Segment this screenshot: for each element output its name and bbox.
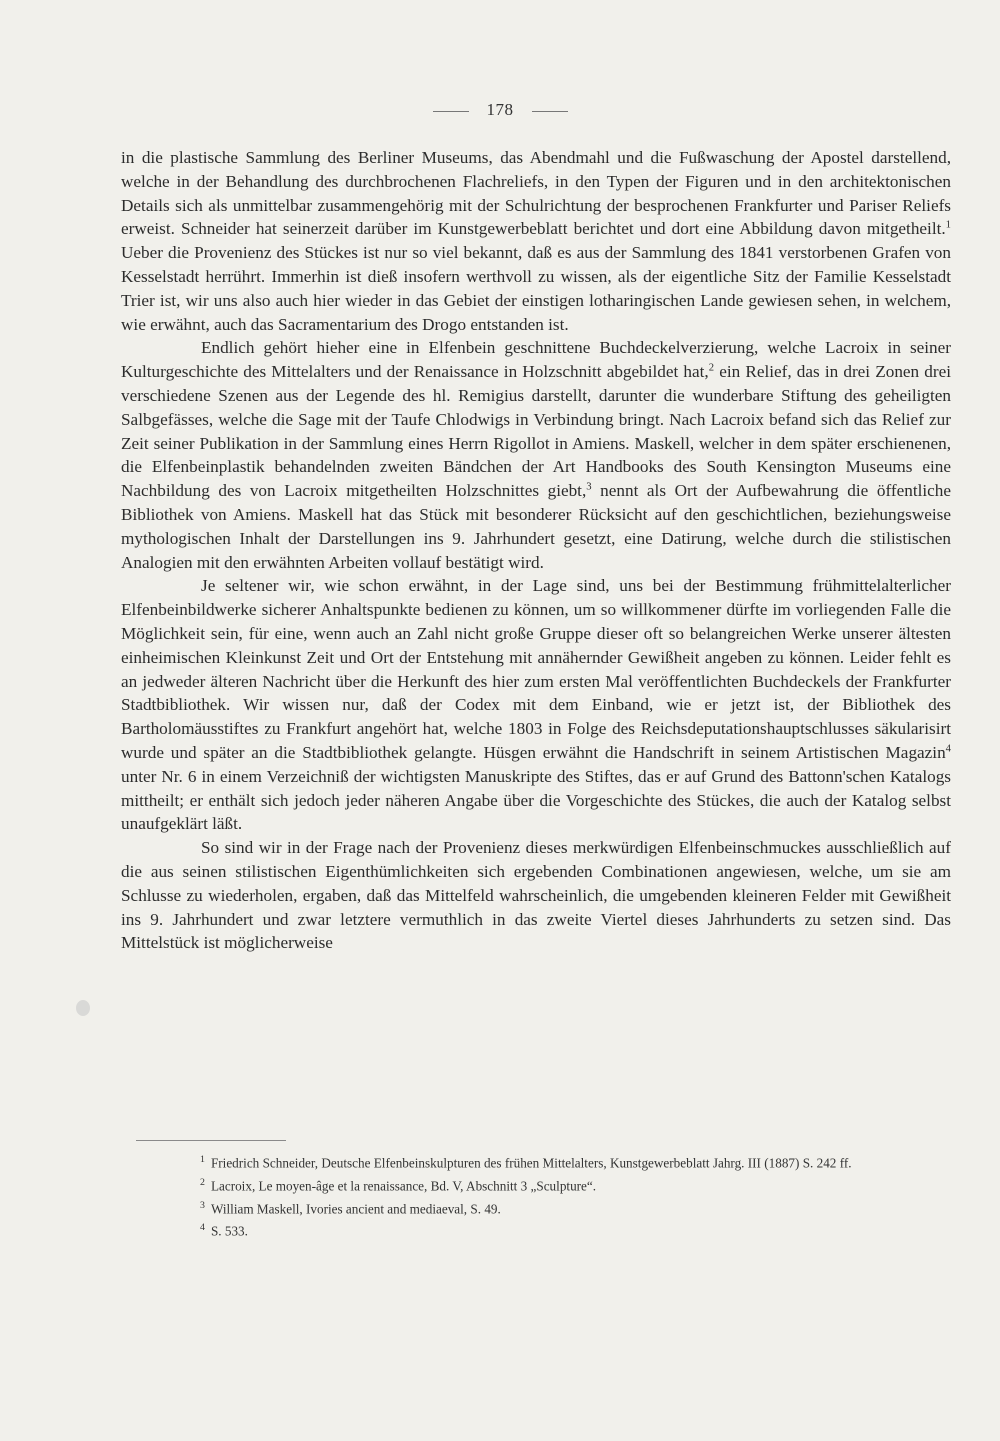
footnote-reference[interactable]: 3 — [586, 481, 592, 493]
footnote-reference[interactable]: 1 — [945, 219, 951, 231]
paragraph — [121, 836, 951, 955]
footnote-text: William Maskell, Ivories ancient and mediaeval, S. 49. — [210, 1200, 501, 1216]
paragraph — [121, 146, 951, 336]
footnote-reference[interactable]: 2 — [708, 362, 715, 374]
footnote-mark: 3 — [200, 1199, 205, 1211]
footnote-mark: 4 — [200, 1222, 205, 1234]
footnote — [130, 1150, 955, 1173]
footnote — [130, 1196, 955, 1219]
footnote — [130, 1173, 955, 1196]
footnote-text: Lacroix, Le moyen-âge et la renaissance, Bd. V, Abschnitt 3 „Sculpture“. — [210, 1178, 597, 1194]
dash-right — [532, 111, 568, 112]
paragraph-text: ein Relief, das in drei Zonen drei verschiedene Szenen aus der Legende des hl. Remigius darstellt, darunter die wunderbare Stiftung des geheiligten Salbgefässes, welche die Sage mit der Taufe Chlodwigs in Verbindung bringt. Nach Lacroix befand sich das Relief zur Zeit seiner Publikation in der Sammlung eines Herrn Rigollot in Amiens. Maskell, welcher in dem später erschienenen, die Elfenbeinplastik behandelnden zweiten Bändchen der Art Handbooks des South Kensington Museums eine Nachbildung des von Lacroix mitgetheilten Holzschnittes giebt, — [121, 362, 952, 501]
paragraph-text: So sind wir in der Frage nach der Provenienz dieses merkwürdigen Elfenbeinschmuckes ausschließlich auf die aus seinen stilistischen Eigenthümlichkeiten sich ergebenden Combinationen angewiesen, welche, um sie am Schlusse zu wiederholen, ergaben, daß das Mittelfeld wahrscheinlich, die umgebenden kleineren Felder mit Gewißheit ins 9. Jahrhundert und zwar letztere vermuthlich in das zweite Viertel dieses Jahrhunderts zu setzen sind. Das Mittelstück ist möglicherweise — [121, 838, 951, 953]
paragraph-text: Ueber die Provenienz des Stückes ist nur so viel bekannt, daß es aus der Sammlung des 1841 verstorbenen Grafen von Kesselstadt herrührt. Immerhin ist dieß insofern werthvoll zu wissen, als der eigentliche Sitz der Familie Kesselstadt Trier ist, wir uns also auch hier wieder in das Gebiet der einstigen lotharingischen Lande gewiesen sehen, in welchem, wie erwähnt, auch das Sacramentarium des Drogo entstanden ist. — [121, 243, 951, 334]
footnote-reference[interactable]: 4 — [945, 743, 951, 755]
footnote-text: Friedrich Schneider, Deutsche Elfenbeinskulpturen des frühen Mittelalters, Kunstgewerbeblatt Jahrg. III (1887) S. 242 ff. — [210, 1155, 852, 1171]
paragraph — [121, 336, 951, 574]
paragraph-text: Je seltener wir, wie schon erwähnt, in der Lage sind, uns bei der Bestimmung frühmittelalterlicher Elfenbeinbildwerke sicherer Anhaltspunkte bedienen zu können, um so willkommener dürfte im vorliegenden Falle die Möglichkeit sein, für eine, wenn auch an Zahl nicht große Gruppe dieser oft so belangreichen Werke unserer ältesten einheimischen Kleinkunst Zeit und Ort der Entstehung mit annähernder Gewißheit angeben zu können. Leider fehlt es an jedweder älteren Nachricht über die Herkunft des hier zum ersten Mal veröffentlichten Buchdeckels der Frankfurter Stadtbibliothek. Wir wissen nur, daß der Codex mit dem Einband, wie er jetzt ist, der Bibliothek des Bartholomäusstiftes zu Frankfurt angehört hat, welche 1803 in Folge des Reichsdeputationshauptschlusses säkularisirt wurde und später an die Stadtbibliothek gelangte. Hüsgen erwähnt die Handschrift in seinem Artistischen Magazin — [121, 576, 951, 762]
ink-blot — [76, 1000, 90, 1016]
paragraph-text: nennt als Ort der Aufbewahrung die öffentliche Bibliothek von Amiens. Maskell hat das Stück mit besonderer Rücksicht auf den geschichtlichen, beziehungsweise mythologischen Inhalt der Darstellungen ins 9. Jahrhundert gesetzt, eine Datirung, welche durch die stilistischen Analogien mit den erwähnten Arbeiten vollauf bestätigt wird. — [121, 481, 952, 572]
page-number — [0, 100, 1000, 120]
paragraph — [121, 574, 951, 836]
page-number-text: 178 — [486, 100, 514, 119]
dash-left — [433, 111, 469, 112]
footnote — [130, 1218, 955, 1241]
footnote-mark: 2 — [200, 1176, 205, 1188]
paragraph-text: Endlich gehört hieher eine in Elfenbein geschnittene Buchdeckelverzierung, welche Lacroix in seiner Kulturgeschichte des Mittelalters und der Renaissance in Holzschnitt abgebildet hat, — [121, 338, 951, 382]
paragraph-text: unter Nr. 6 in einem Verzeichniß der wichtigsten Manuskripte des Stiftes, das er auf Grund des Battonn'schen Katalogs mittheilt; er enthält sich jedoch jeder näheren Angabe über die Vorgeschichte des Stückes, die auch der Katalog selbst unaufgeklärt läßt. — [121, 766, 951, 834]
paragraph-text: in die plastische Sammlung des Berliner Museums, das Abendmahl und die Fußwaschung der Apostel darstellend, welche in der Behandlung des durchbrochenen Flachreliefs, in den Typen der Figuren und in den architektonischen Details sich als unmittelbar zusammengehörig mit der Schulrichtung der besprochenen Frankfurter und Pariser Reliefs erweist. Schneider hat seinerzeit darüber im Kunstgewerbeblatt berichtet und dort eine Abbildung davon mitgetheilt. — [121, 148, 951, 239]
footnotes — [130, 1150, 955, 1241]
footnote-text: S. 533. — [210, 1223, 248, 1239]
footnote-mark: 1 — [200, 1154, 205, 1165]
footnote-divider — [136, 1140, 286, 1141]
body-text — [121, 146, 951, 955]
